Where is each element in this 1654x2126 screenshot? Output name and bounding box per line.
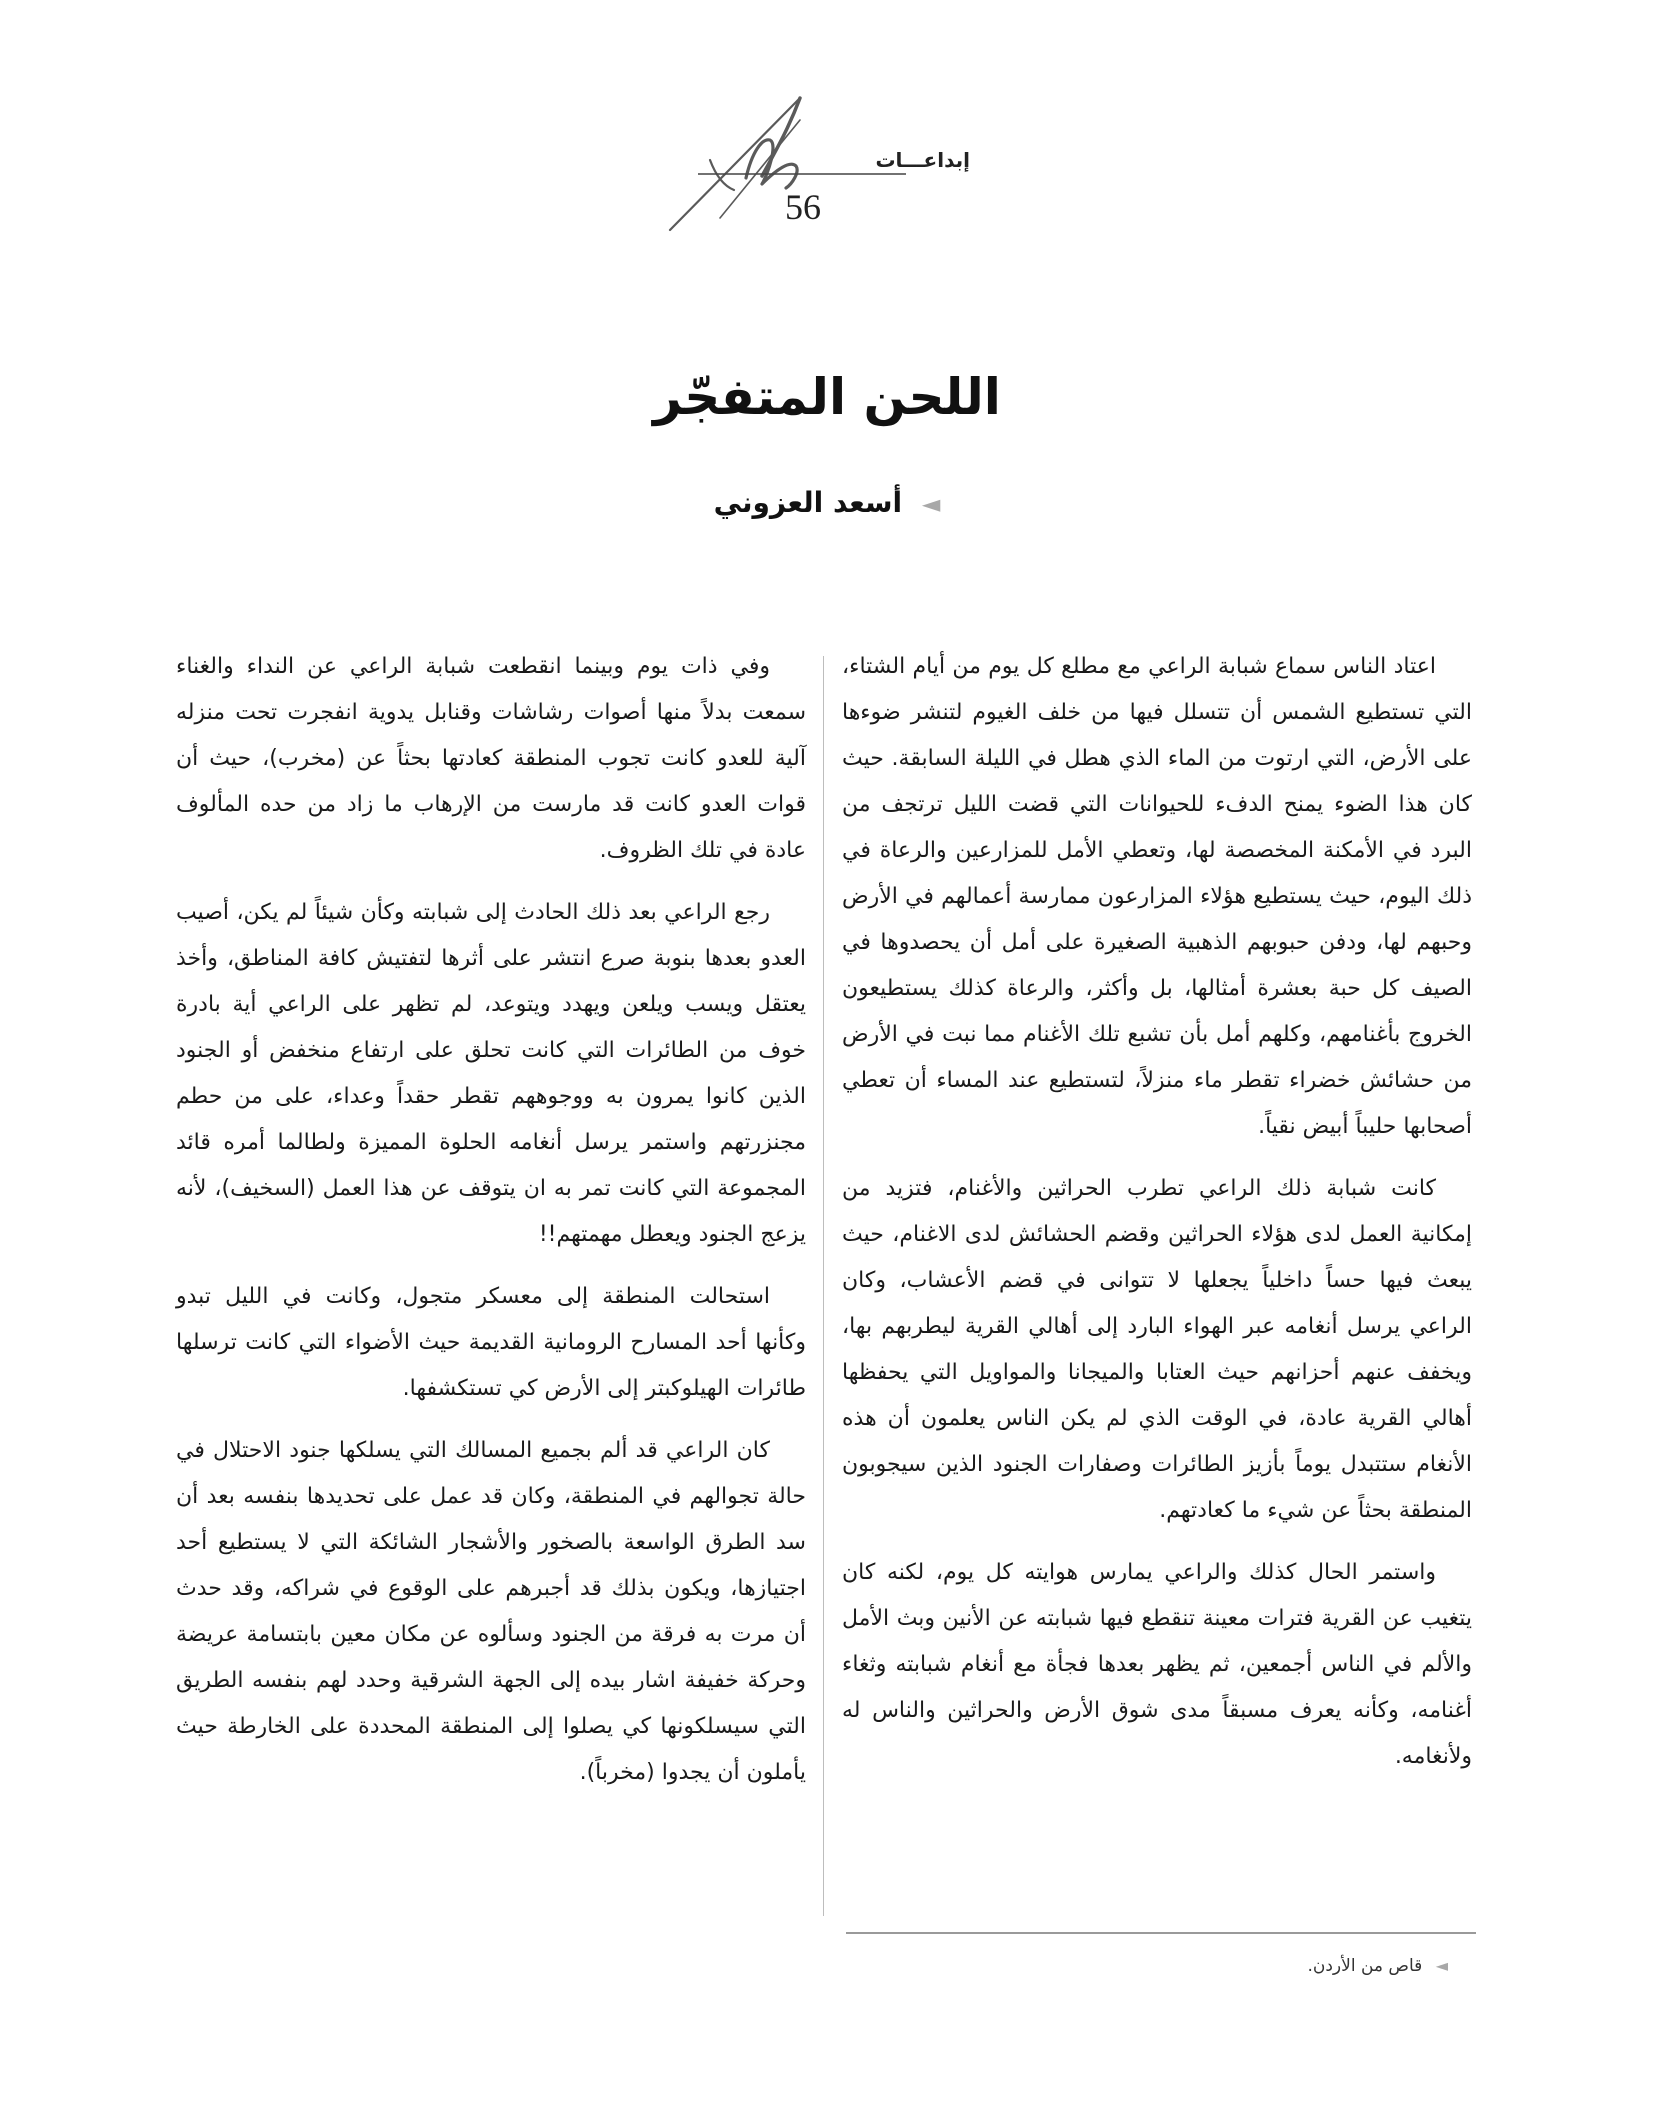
page-number: 56 <box>785 187 821 227</box>
paragraph: واستمر الحال كذلك والراعي يمارس هوايته كل يوم، لكنه كان يتغيب عن القرية فترات معينة تنقطع فيها شبابته عن الأنين وبث الأمل والألم في الناس أجمعين، ثم يظهر بعدها فجأة مع أنغام شبابته وثغاء أغنامه، وكأنه يعرف مسبقاً مدى شوق الأرض والحراثين والناس له ولأنغامه. <box>842 1560 1472 1769</box>
logo-stroke-long <box>670 98 800 230</box>
paragraph: رجع الراعي بعد ذلك الحادث إلى شبابته وكأن شيئاً لم يكن، أصيب العدو بعدها بنوبة صرع انتشر على أثرها لتفتيش كافة المناطق، وأخذ يعتقل ويسب ويلعن ويهدد ويتوعد، لم تظهر على الراعي أية بادرة خوف من الطائرات التي كانت تحلق على ارتفاع منخفض أو الجنود الذين كانوا يمرون به ووجوههم تقطر حقداً وعداء، على من حطم مجنزرتهم واستمر يرسل أنغامه الحلوة المميزة ولطالما أمره قائد المجموعة التي كانت تمر به ان يتوقف عن هذا العمل (السخيف)، لأنه يزعج الجنود ويعطل مهمتهم!! <box>176 900 806 1247</box>
footnote-text: قاص من الأردن. <box>1307 1956 1423 1976</box>
article-title: اللحن المتفجّر <box>653 368 1001 426</box>
paragraph: كانت شبابة ذلك الراعي تطرب الحراثين والأغنام، فتزيد من إمكانية العمل لدى هؤلاء الحراثين وقضم الحشائش لدى الاغنام، حيث يبعث فيها حساً داخلياً يجعلها لا تتوانى في قضم الأعشاب، وكان الراعي يرسل أنغامه عبر الهواء البارد إلى أهالي القرية ليطربهم بها، ويخفف عنهم أحزانهم حيث العتابا والميجانا والمواويل التي يحفظها أهالي القرية عادة، في الوقت الذي لم يكن الناس يعلمون أن هذه الأنغام ستتبدل يوماً بأزيز الطائرات وصفارات الجنود الذين سيجوبون المنطقة بحثاً عن شيء ما كعادتهم. <box>842 1176 1472 1523</box>
byline-marker-icon: ◄ <box>921 490 941 518</box>
footnote <box>1307 1956 1448 1976</box>
footnote-marker-icon: ◄ <box>1435 1956 1448 1975</box>
paragraph: اعتاد الناس سماع شبابة الراعي مع مطلع كل يوم من أيام الشتاء، التي تستطيع الشمس أن تتسلل فيها من خلف الغيوم لتنشر ضوءها على الأرض، التي ارتوت من الماء الذي هطل في الليلة السابقة. حيث كان هذا الضوء يمنح الدفء للحيوانات التي قضت الليل ترتجف من البرد في الأمكنة المخصصة لها، وتعطي الأمل للمزارعين والرعاة في ذلك اليوم، حيث يستطيع هؤلاء المزارعون ممارسة أعمالهم في الأرض وحبهم لها، ودفن حبوبهم الذهبية الصغيرة على أمل أن يحصدوها في الصيف كل حبة بعشرة أمثالها، بل وأكثر، والرعاة كذلك يستطيعون الخروج بأغنامهم، وكلهم أمل بأن تشبع تلك الأغنام مما نبت في الأرض من حشائش خضراء تقطر ماء منزلاً، لتستطيع عند المساء أن تعطي أصحابها حليباً أبيض نقياً. <box>842 654 1472 1139</box>
byline <box>0 486 1654 519</box>
masthead <box>650 90 970 240</box>
paragraph: كان الراعي قد ألم بجميع المسالك التي يسلكها جنود الاحتلال في حالة تجوالهم في المنطقة، وكان قد عمل على تحديدها بنفسه بعد أن سد الطرق الواسعة بالصخور والأشجار الشائكة التي لا يستطيع أحد اجتيازها، ويكون بذلك قد أجبرهم على الوقوع في شراكه، وقد حدث أن مرت به فرقة من الجنود وسألوه عن مكان معين بابتسامة عريضة وحركة خفيفة اشار بيده إلى الجهة الشرقية وحدد لهم بنفسه الطريق التي سيسلكونها كي يصلوا إلى المنطقة المحددة على الخارطة حيث يأملون أن يجدوا (مخرباً). <box>176 1438 806 1785</box>
logo-stroke-calli <box>746 140 797 188</box>
text-column-left <box>176 644 806 1812</box>
magazine-logo <box>650 90 910 240</box>
section-label: إبداعـــات <box>875 148 970 172</box>
paragraph: استحالت المنطقة إلى معسكر متجول، وكانت في الليل تبدو وكأنها أحد المسارح الرومانية القديمة حيث الأضواء التي كانت ترسلها طائرات الهيلوكبتر إلى الأرض كي تستكشفها. <box>176 1284 806 1401</box>
paragraph: وفي ذات يوم وبينما انقطعت شبابة الراعي عن النداء والغناء سمعت بدلاً منها أصوات رشاشات وقنابل يدوية انفجرت تحت منزله آلية للعدو كانت تجوب المنطقة كعادتها بحثاً عن (مخرب)، حيث أن قوات العدو كانت قد مارست من الإرهاب ما زاد من حده المألوف عادة في تلك الظروف. <box>176 654 806 863</box>
footnote-rule <box>846 1932 1476 1934</box>
author-name: أسعد العزوني <box>713 486 903 519</box>
column-divider <box>823 656 824 1916</box>
text-column-right <box>842 644 1472 1796</box>
